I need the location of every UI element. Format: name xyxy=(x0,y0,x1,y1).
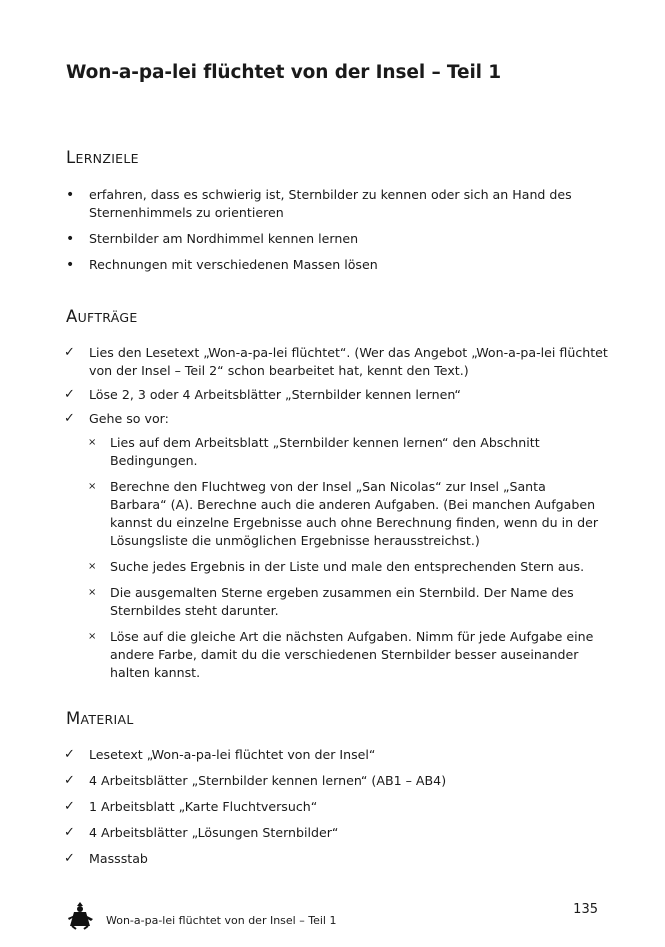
section-heading-lernziele xyxy=(66,148,139,167)
heading-rest: ATERIAL xyxy=(80,712,134,727)
list-item xyxy=(0,386,609,404)
list-item xyxy=(0,344,609,380)
bullet-icon: • xyxy=(66,231,75,247)
list-item xyxy=(0,434,600,470)
item-text: Sternbilder am Nordhimmel kennen lernen xyxy=(89,231,359,246)
item-text: 1 Arbeitsblatt „Karte Fluchtversuch“ xyxy=(89,799,318,814)
auftraege-steps-list xyxy=(0,434,600,682)
list-item xyxy=(0,824,609,842)
check-icon: ✓ xyxy=(64,411,75,426)
list-item xyxy=(0,850,609,868)
bullet-icon: • xyxy=(66,187,75,203)
item-text: Lies den Lesetext „Won-a-pa-lei flüchtet“. (Wer das Angebot „Won-a-pa-lei flüchtet von der Insel – Teil 2“ schon bearbeitet hat, kennt den Text.) xyxy=(89,345,608,378)
bullet-icon: • xyxy=(66,257,75,273)
page-footer xyxy=(66,898,606,932)
auftraege-list xyxy=(0,344,609,428)
page-title: Won-a-pa-lei flüchtet von der Insel – Teil 1 xyxy=(66,62,502,83)
lernziele-list xyxy=(0,186,609,274)
list-item xyxy=(0,772,609,790)
cross-icon: × xyxy=(88,437,97,448)
item-text: Massstab xyxy=(89,851,148,866)
item-text: Suche jedes Ergebnis in der Liste und male den entsprechenden Stern aus. xyxy=(110,559,585,574)
list-item xyxy=(0,628,600,682)
section-heading-auftraege xyxy=(66,307,138,326)
heading-rest: ERNZIELE xyxy=(75,151,139,166)
figure-logo-icon xyxy=(66,900,94,930)
footer-title: Won-a-pa-lei flüchtet von der Insel – Teil 1 xyxy=(106,914,337,927)
list-item xyxy=(0,186,609,222)
check-icon: ✓ xyxy=(64,799,75,814)
item-text: Gehe so vor: xyxy=(89,411,169,426)
item-text: Die ausgemalten Sterne ergeben zusammen ein Sternbild. Der Name des Sternbildes steht darunter. xyxy=(110,585,574,618)
list-item xyxy=(0,478,600,550)
list-item xyxy=(0,256,609,274)
check-icon: ✓ xyxy=(64,773,75,788)
item-text: Rechnungen mit verschiedenen Massen lösen xyxy=(89,257,378,272)
list-item xyxy=(0,798,609,816)
list-item xyxy=(0,584,600,620)
item-text: Lies auf dem Arbeitsblatt „Sternbilder kennen lernen“ den Abschnitt Bedingungen. xyxy=(110,435,540,468)
page-number: 135 xyxy=(573,902,598,917)
item-text: Lesetext „Won-a-pa-lei flüchtet von der Insel“ xyxy=(89,747,376,762)
cross-icon: × xyxy=(88,631,97,642)
item-text: erfahren, dass es schwierig ist, Sternbilder zu kennen oder sich an Hand des Sternenhimmels zu orientieren xyxy=(89,187,572,220)
check-icon: ✓ xyxy=(64,825,75,840)
item-text: Berechne den Fluchtweg von der Insel „San Nicolas“ zur Insel „Santa Barbara“ (A). Berechne auch die anderen Aufgaben. (Bei manchen Aufgaben kannst du einzelne Ergebnisse auch ohne Berechnung finden, wenn du in der Lösungsliste die unmöglichen Ergebnisse herausstreichst.) xyxy=(110,479,599,548)
section-heading-material xyxy=(66,709,134,728)
material-list xyxy=(0,746,609,868)
cross-icon: × xyxy=(88,587,97,598)
check-icon: ✓ xyxy=(64,851,75,866)
item-text: Löse auf die gleiche Art die nächsten Aufgaben. Nimm für jede Aufgabe eine andere Farbe, damit du die verschiedenen Sternbilder besser auseinander halten kannst. xyxy=(110,629,594,680)
list-item xyxy=(0,558,600,576)
item-text: 4 Arbeitsblätter „Lösungen Sternbilder“ xyxy=(89,825,339,840)
check-icon: ✓ xyxy=(64,387,75,402)
list-item xyxy=(0,230,609,248)
check-icon: ✓ xyxy=(64,345,75,360)
item-text: Löse 2, 3 oder 4 Arbeitsblätter „Sternbilder kennen lernen“ xyxy=(89,387,461,402)
heading-rest: UFTRÄGE xyxy=(77,310,138,325)
check-icon: ✓ xyxy=(64,747,75,762)
item-text: 4 Arbeitsblätter „Sternbilder kennen lernen“ (AB1 – AB4) xyxy=(89,773,447,788)
heading-initial: L xyxy=(66,148,76,167)
heading-initial: A xyxy=(66,307,78,326)
cross-icon: × xyxy=(88,561,97,572)
cross-icon: × xyxy=(88,481,97,492)
list-item xyxy=(0,746,609,764)
list-item xyxy=(0,410,609,428)
heading-initial: M xyxy=(66,709,81,728)
